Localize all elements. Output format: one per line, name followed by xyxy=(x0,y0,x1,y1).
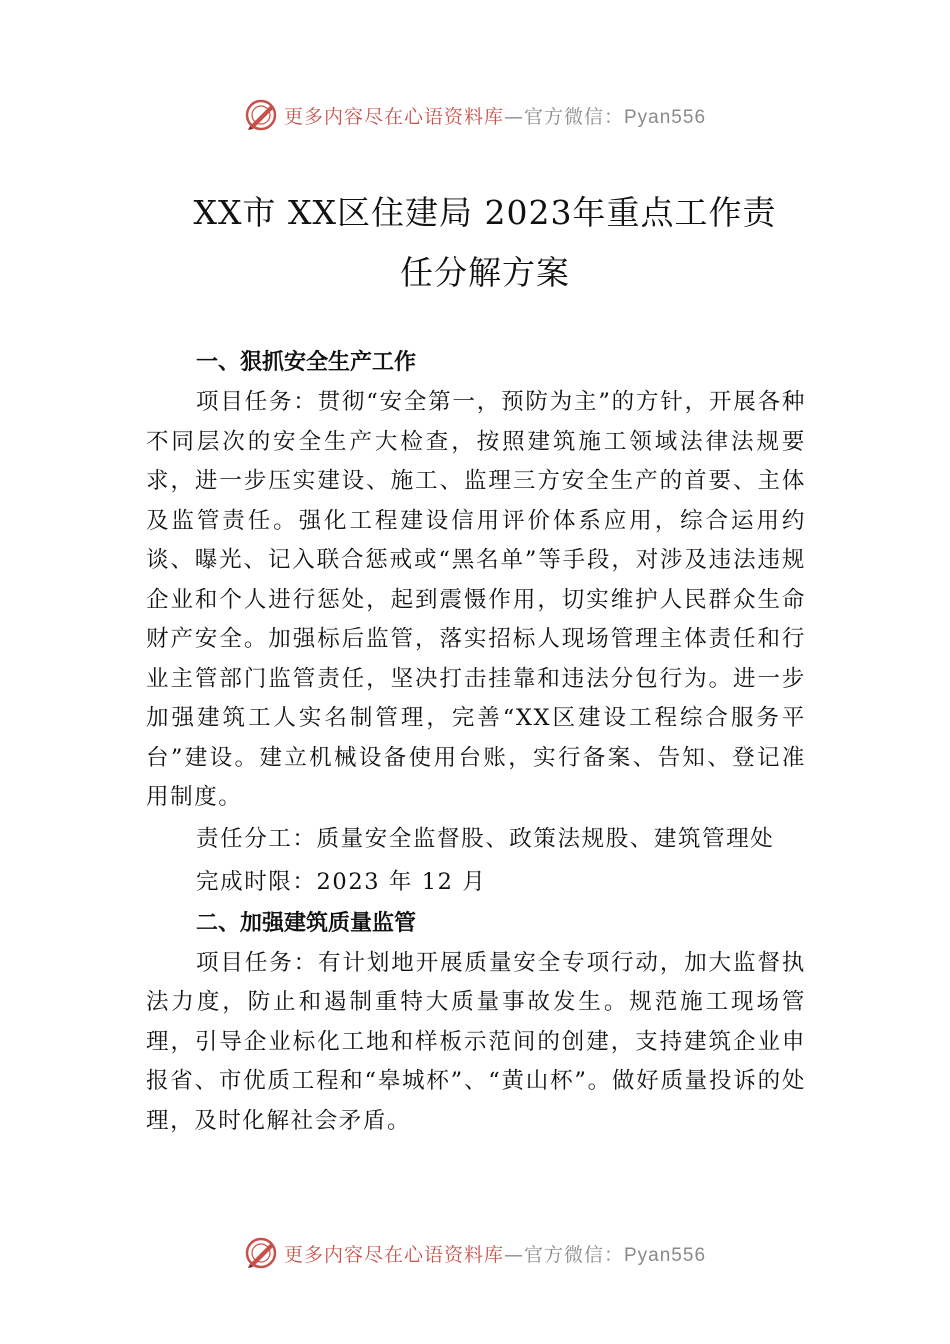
deadline-line: 完成时限：2023 年 12 月 xyxy=(196,868,487,895)
pen-logo-icon xyxy=(244,1236,278,1270)
project-task-paragraph: 项目任务：有计划地开展质量安全专项行动，加大监督执法力度，防止和遏制重特大质量事故发生。规范施工现场管理，引导企业标化工地和样板示范间的创建，支持建筑企业申报省、市优质工程和“皋城杯”、“黄山杯”。做好质量投诉的处理，及时化解社会矛盾。 xyxy=(146,949,806,1134)
document-body xyxy=(146,343,806,1141)
document-title xyxy=(140,183,830,303)
responsibility-line: 责任分工：质量安全监督股、政策法规股、建筑管理处 xyxy=(196,825,775,852)
watermark-text: 更多内容尽在心语资料库—官方微信：Pyan556 xyxy=(283,1243,707,1266)
section-heading: 一、狠抓安全生产工作 xyxy=(196,350,417,375)
title-line-1: XX市 XX区住建局 2023年重点工作责 xyxy=(193,193,777,232)
watermark-banner-top xyxy=(0,95,950,135)
pen-logo-icon xyxy=(244,98,278,132)
section-heading: 二、加强建筑质量监管 xyxy=(196,910,417,936)
title-line-2: 任分解方案 xyxy=(400,253,570,292)
watermark-text: 更多内容尽在心语资料库—官方微信：Pyan556 xyxy=(283,105,707,128)
project-task-paragraph: 项目任务：贯彻“安全第一，预防为主”的方针，开展各种不同层次的安全生产大检查，按照建筑施工领域法律法规要求，进一步压实建设、施工、监理三方安全生产的首要、主体及监管责任。强化工程建设信用评价体系应用，综合运用约谈、曝光、记入联合惩戒或“黑名单”等手段，对涉及违法违规企业和个人进行惩处，起到震慑作用，切实维护人民群众生命财产安全。加强标后监管，落实招标人现场管理主体责任和行业主管部门监管责任，坚决打击挂靠和违法分包行为。进一步加强建筑工人实名制管理，完善“XX区建设工程综合服务平台”建设。建立机械设备使用台账，实行备案、告知、登记准用制度。 xyxy=(146,389,806,810)
watermark-banner-bottom xyxy=(0,1233,950,1273)
